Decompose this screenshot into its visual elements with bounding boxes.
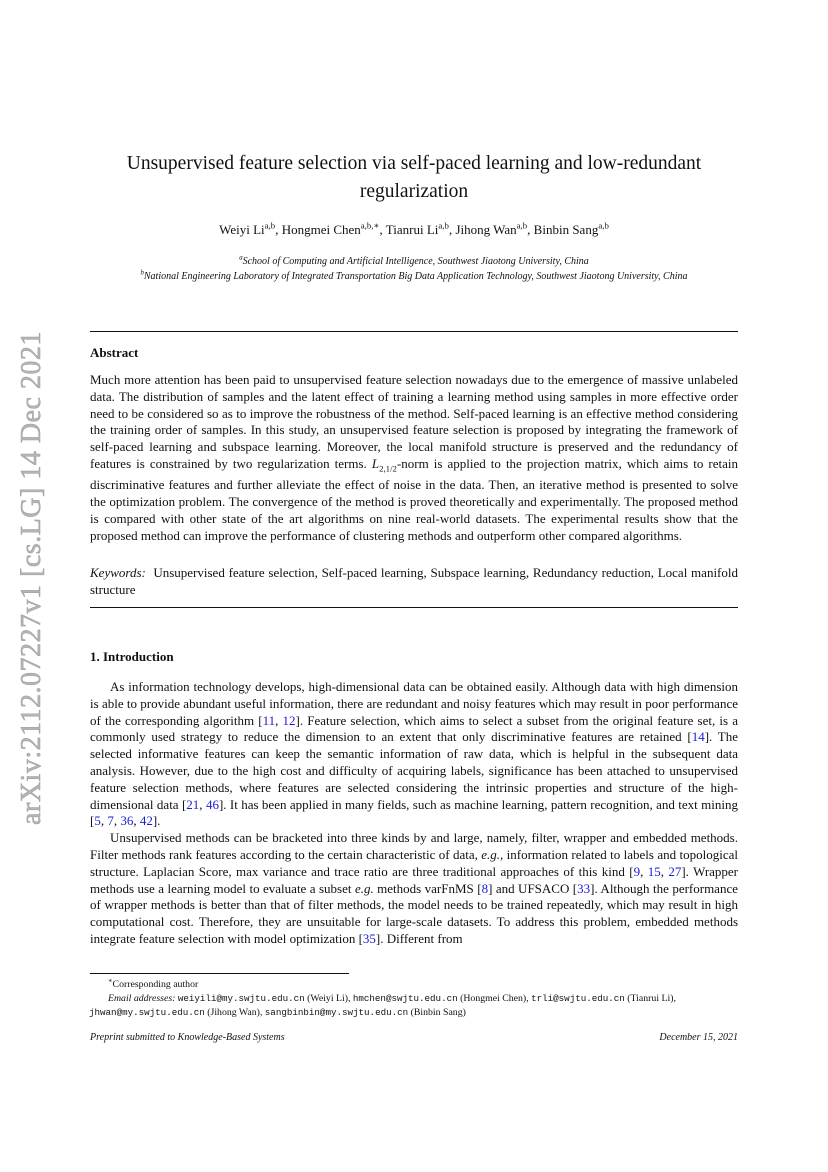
footer-date: December 15, 2021 [659,1032,738,1043]
abstract-text-part2: -norm is applied to the projection matrix, which aims to retain discriminative features and further alleviate the effect of noise in the data. Then, an iterative method is presented to solve the optimization problem. The convergence of the method is proved theoretically and experimentally. The proposed method is compared with other state of the art algorithms on nine real-world datasets. The experimental results show that the proposed method can improve the performance of clustering methods and outperform other compared algorithms. [90,455,738,543]
affil-text: National Engineering Laboratory of Integrated Transportation Big Data Application Technology, Southwest Jiaotong University, China [143,270,688,282]
affiliation-b [90,270,738,285]
author-affil-mark: a,b [264,220,276,231]
affil-mark: a [239,254,243,262]
footer-venue: Preprint submitted to Knowledge-Based Systems [90,1032,285,1043]
email-owner: (Weiyi Li), [307,993,353,1004]
page-footer [90,1032,738,1043]
abstract-bottom-rule [90,607,738,608]
body-text: Unsupervised methods can be bracketed into three kinds by and large, namely, filter, wrapper and embedded methods. Filter methods rank features according to the certain characteristic of data, [90,830,738,862]
body-text: , information related to labels and topological structure. Laplacian Score, max variance and trace ratio are three traditional approaches of this kind [ [90,846,738,879]
author-affil-mark: a,b [598,220,609,231]
body-text: ]. It has been applied in many fields, such as machine learning, pattern recognition, and text mining [ [90,796,739,829]
author-name: Jihong Wan [455,222,517,237]
footnote-rule [90,973,349,974]
author-name: Binbin Sang [533,222,599,237]
citation-link[interactable]: 11 [262,712,276,728]
body-text: , [275,712,283,728]
body-text: , [100,813,108,829]
affil-text: School of Computing and Artificial Intelligence, Southwest Jiaotong University, China [242,256,589,267]
abstract-top-rule [90,331,738,332]
email-link[interactable]: jhwan@my.swjtu.edu.cn [89,1007,205,1018]
email-link[interactable]: weiyili@my.swjtu.edu.cn [177,993,305,1004]
affiliation-a [90,255,738,270]
italic-text: e.g. [481,846,501,862]
italic-text: e.g. [354,880,374,896]
footnote-mark: ∗ [108,977,113,985]
keywords [90,565,738,599]
abstract-text-part1: Much more attention has been paid to unsupervised feature selection nowadays due to the emergence of massive unlabeled data. The distribution of samples and the latent effect of training a learning method using samples in more effective order need to be considered so as to improve the robustness of the method. Self-paced learning is an effective method considering the training order of samples. In this study, an unsupervised feature selection is proposed by integrating the framework of self-paced learning and subspace learning. Moreover, the local manifold structure is preserved and the redundancy of features is constrained by two regularization terms. [90,372,738,471]
citation-link[interactable]: 27 [668,863,682,879]
citation-link[interactable]: 46 [205,796,219,812]
email-owner: (Jihong Wan), [207,1007,265,1018]
footnote-text: Corresponding author [112,979,199,990]
citation-link[interactable]: 12 [282,712,296,728]
author-affil-mark: a,b [438,220,449,231]
citation-link[interactable]: 5 [94,813,101,829]
paper-title: Unsupervised feature selection via self-paced learning and low-redundant regularization [126,153,702,202]
email-owner: (Tianrui Li), [627,993,676,1004]
abstract-heading: Abstract [90,345,139,360]
citation-link[interactable]: 14 [691,729,705,745]
body-text: methods varFnMS [ [373,880,482,896]
affil-mark: b [140,269,144,277]
citation-link[interactable]: 15 [647,863,661,879]
email-addresses [90,992,738,1006]
email-addresses-cont [89,1006,738,1020]
citation-link[interactable]: 9 [633,863,641,879]
email-owner: (Binbin Sang) [410,1007,466,1018]
citation-link[interactable]: 7 [107,813,114,829]
author-affil-mark: a,b [516,220,528,231]
norm-symbol: L [371,455,380,471]
author-list: Weiyi Li$^{a,b}$, Hongmei Chen$^{a,b,∗}$, Tianrui Li$^{a,b}$, Jihong Wan$^{a,b}$, Binbin Sang$^{a,b}$ [219,220,609,237]
email-owner: (Hongmei Chen), [460,993,532,1004]
author-name: Hongmei Chen [281,222,361,237]
arxiv-id-label[interactable]: arXiv:2112.07227v1 [cs.LG] 14 Dec 2021 [16,330,47,825]
citation-link[interactable]: 21 [186,796,200,812]
footnotes [90,978,738,1020]
email-label: Email addresses: [108,993,176,1004]
author-affil-mark: a,b,∗ [360,220,380,231]
body-text: As information technology develops, high-dimensional data can be obtained easily. Although data with high dimension is able to provide abundant useful information, there are redundant and noisy features which may result in poor performance of the corresponding algorithm [ [90,679,738,728]
body-text: ]. Wrapper methods use a learning model to evaluate a subset [90,863,739,896]
citation-link[interactable]: 35 [362,930,376,946]
affiliations [90,255,738,284]
keywords-label: Keywords: [90,565,146,580]
body-text: , [113,813,121,829]
arxiv-watermark [12,325,52,830]
body-text: , [133,813,140,829]
body-text: , [660,863,669,879]
body-text: ]. Feature selection, which aims to select a subset from the original feature set, is a commonly used strategy to reduce the dimension to an extent that only discriminative features are retained [ [90,712,738,745]
body-text: ]. Although the performance of wrapper methods is better than that of filter methods, the model needs to be trained repeatedly, which may result in high computational cost. Therefore, they are unsuitable for large-scale datasets. To address this problem, embedded methods integrate feature selection with model optimization [ [90,880,738,946]
author-name: Weiyi Li [219,222,265,237]
body-text: ]. [152,813,161,829]
intro-paragraph-1 [90,679,738,830]
intro-paragraph-2 [90,830,738,948]
email-link[interactable]: hmchen@swjtu.edu.cn [352,993,458,1004]
email-link[interactable]: sangbinbin@my.swjtu.edu.cn [264,1007,409,1018]
body-text: ] and UFSACO [ [488,880,578,896]
section-heading-introduction: 1. Introduction [90,649,174,664]
citation-link[interactable]: 8 [481,880,489,896]
author-name: Tianrui Li [385,222,439,237]
citation-link[interactable]: 42 [139,813,153,829]
abstract-body [90,372,738,545]
body-text: , [199,796,206,812]
body-text: , [640,863,648,879]
email-link[interactable]: trli@swjtu.edu.cn [531,993,625,1004]
citation-link[interactable]: 33 [577,880,591,896]
corresponding-author-note [90,978,738,992]
body-text: ]. The selected informative features can keep the semantic information of raw data, which is helpful in the subsequent data analysis. However, due to the high cost and difficulty of acquiring labels, significance has been attached to unsupervised feature selection methods, where features are selected considering the intrinsic properties and structure of the high-dimensional data [ [90,729,738,812]
norm-subscript: 2,1/2 [379,463,397,474]
citation-link[interactable]: 36 [120,813,134,829]
introduction-body [90,679,738,948]
body-text: ]. Different from [375,930,463,946]
keywords-text: Unsupervised feature selection, Self-paced learning, Subspace learning, Redundancy reduction, Local manifold structure [90,565,738,597]
